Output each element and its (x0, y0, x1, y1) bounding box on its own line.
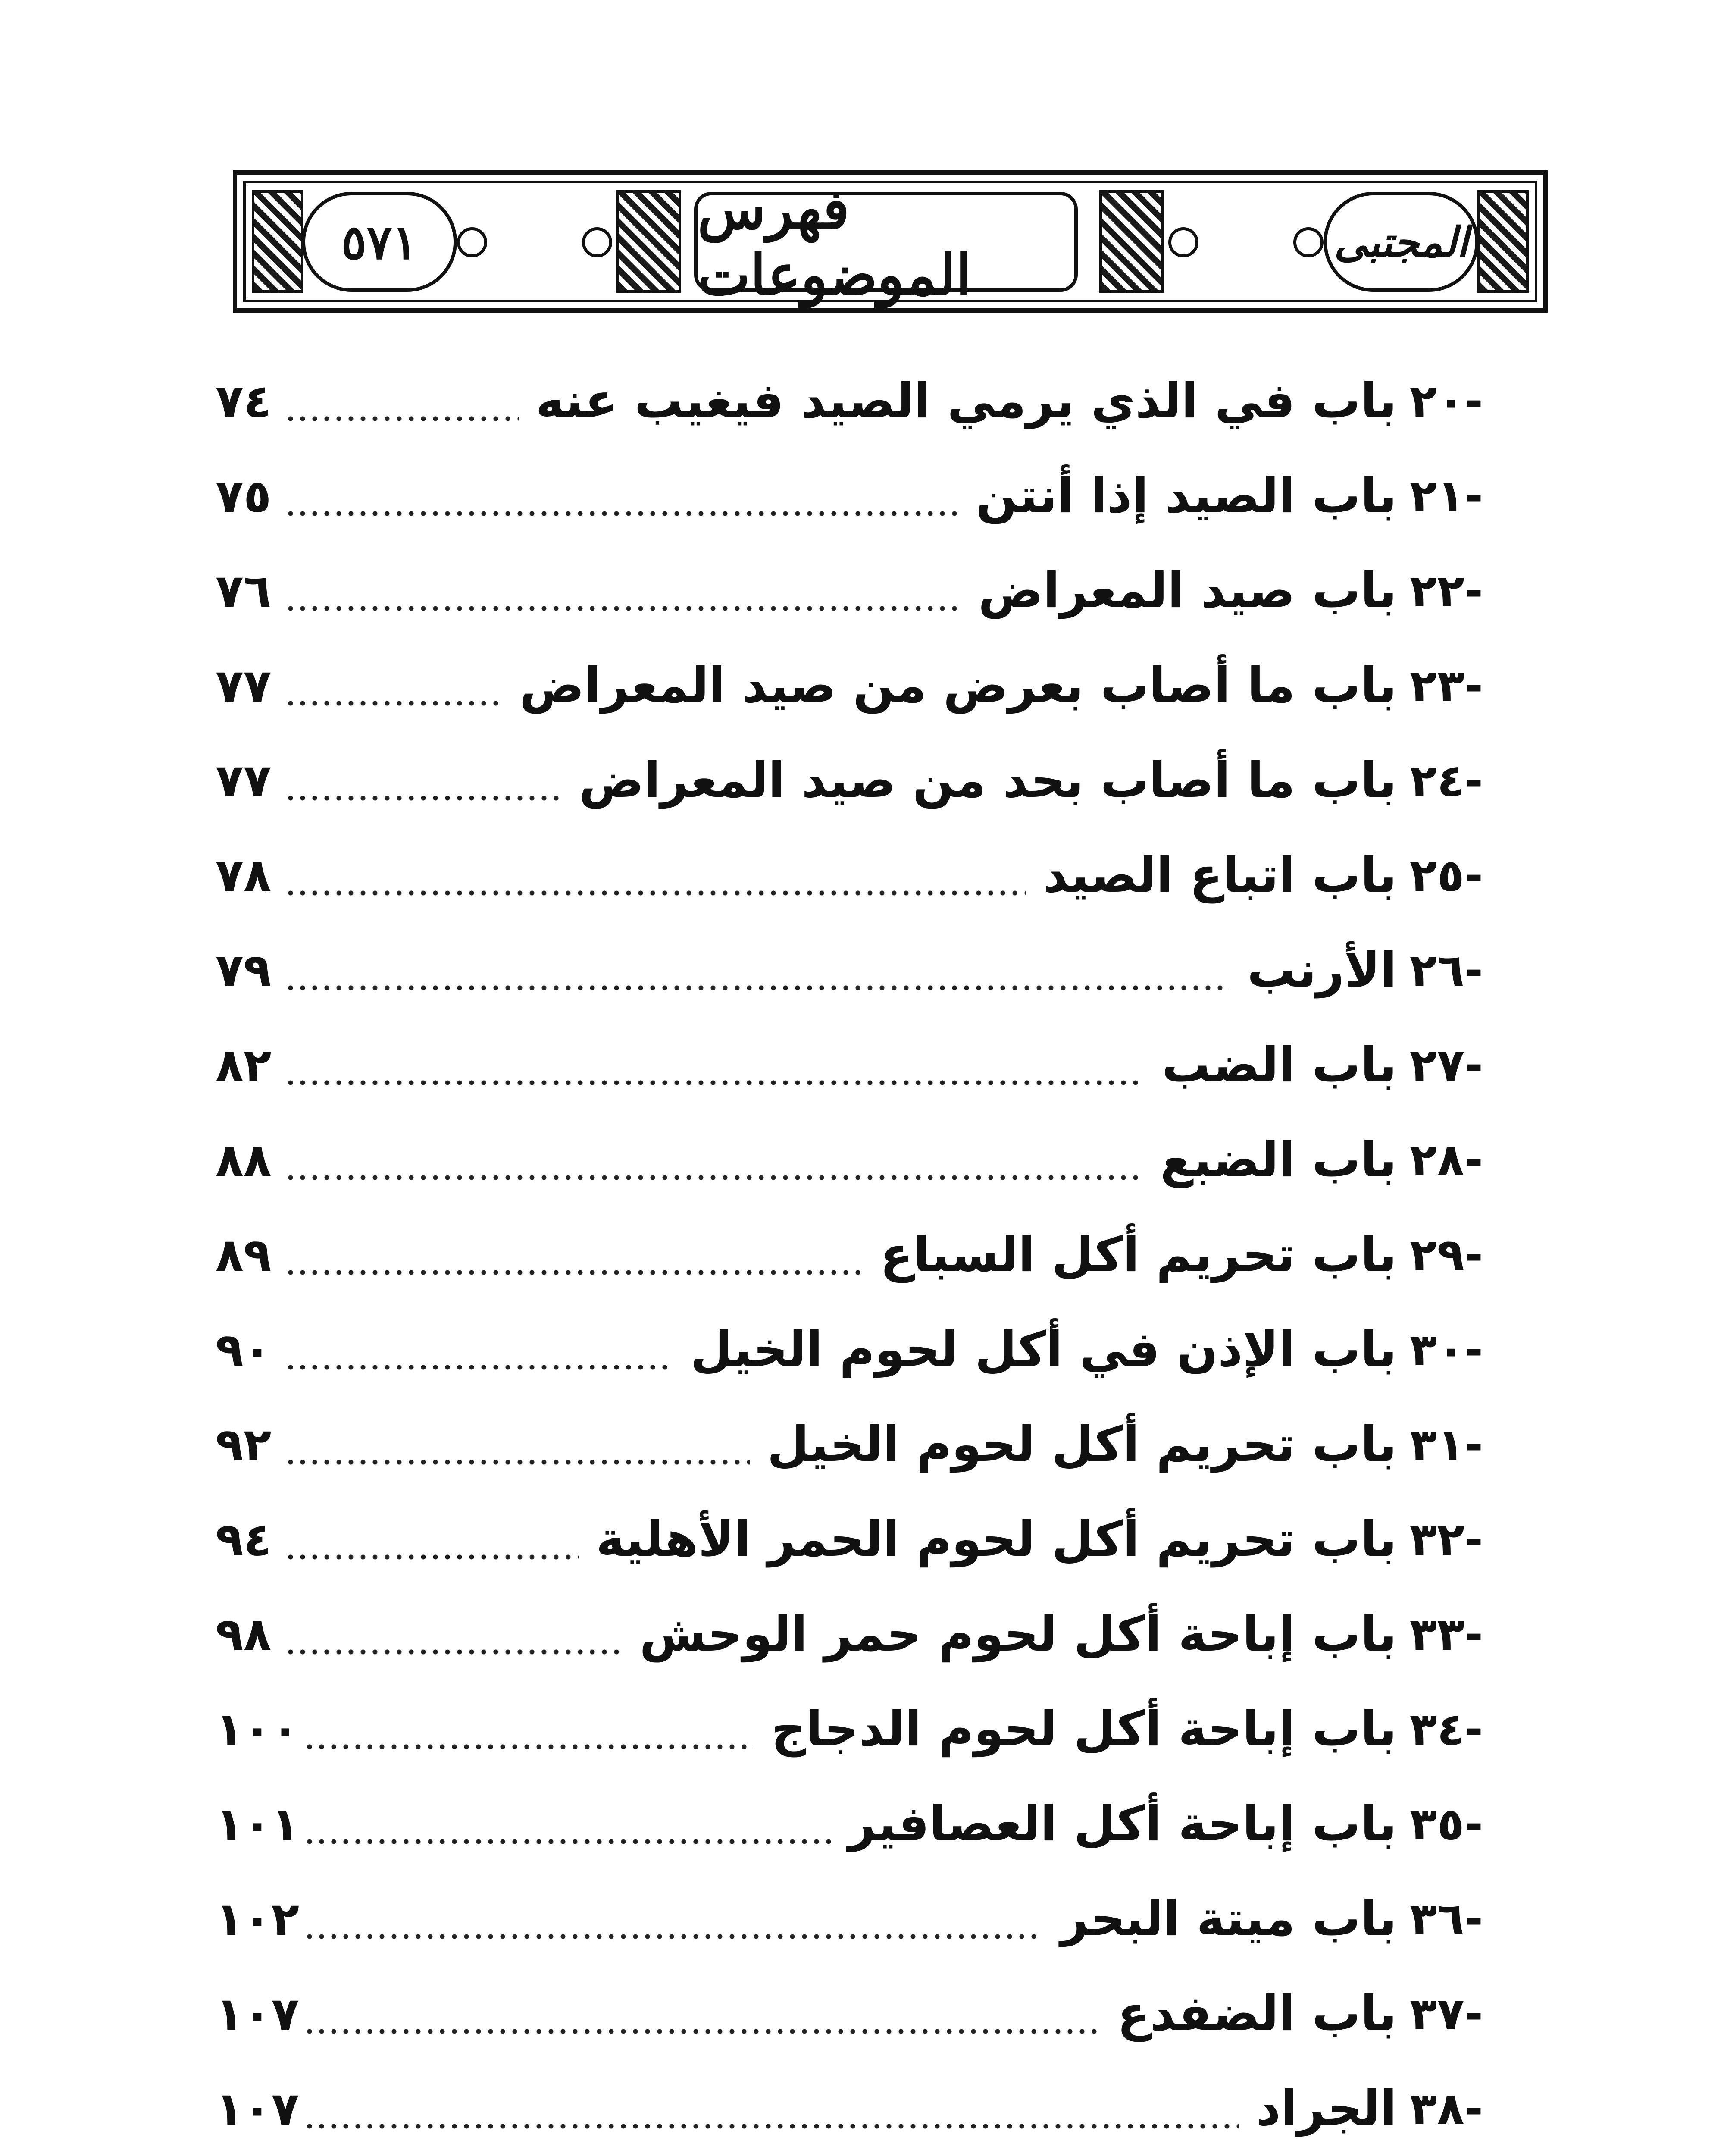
ornament-bead (1293, 227, 1324, 257)
entry-title: باب تحريم أكل السباع (880, 1227, 1397, 1283)
entry-number: ٢٦- (1409, 944, 1483, 997)
entry-title: باب اتباع الصيد (1043, 847, 1397, 903)
entry-number: ٢٨- (1409, 1134, 1483, 1186)
toc-entry (216, 1966, 1483, 2061)
entry-page-number: ٨٨ (216, 1133, 272, 1187)
toc-entry (216, 1777, 1483, 1871)
entry-page-number: ٩٤ (216, 1513, 272, 1566)
ornament-bead (457, 227, 487, 257)
entry-number: ٢٠- (1409, 375, 1483, 427)
entry-number: ٣١- (1409, 1418, 1483, 1471)
toc-entry (216, 1207, 1483, 1302)
toc-entry (216, 733, 1483, 828)
entry-number: ٢١- (1409, 470, 1483, 522)
toc-entry (216, 923, 1483, 1018)
ornament-pattern (1477, 190, 1529, 293)
entry-number: ٣٥- (1409, 1798, 1483, 1850)
ornament-pattern (616, 190, 681, 293)
entry-title: باب الصيد إذا أنتن (976, 468, 1397, 524)
dot-leader (285, 795, 562, 801)
toc-entry (216, 1587, 1483, 1682)
entry-page-number: ١٠٢ (216, 1892, 300, 1946)
page-number-cartouche (302, 192, 457, 292)
dot-leader (285, 511, 959, 517)
entry-title: باب إباحة أكل لحوم حمر الوحش (639, 1606, 1397, 1662)
toc-entry (216, 1871, 1483, 1966)
entry-title: باب صيد المعراض (978, 563, 1397, 619)
entry-number: ٣٠- (1409, 1323, 1483, 1376)
title-cartouche (694, 176, 1078, 308)
entry-title: باب الضبع (1160, 1132, 1397, 1188)
toc-entry (216, 1492, 1483, 1587)
toc-entry (216, 1018, 1483, 1112)
entry-number: ٣٧- (1409, 1987, 1483, 2040)
ornament-bead (1168, 227, 1198, 257)
ornament-bead (582, 227, 612, 257)
entry-number: ٣٢- (1409, 1513, 1483, 1566)
toc-entry (216, 2061, 1483, 2156)
entry-title: باب الضفدع (1117, 1986, 1397, 2042)
toc-entry (216, 543, 1483, 638)
entry-title: باب ما أصاب بحد من صيد المعراض (579, 752, 1397, 808)
toc-entry (216, 828, 1483, 923)
entry-title: الجراد (1256, 2081, 1397, 2137)
entry-title: باب إباحة أكل لحوم الدجاج (771, 1701, 1397, 1757)
toc-entry (216, 1397, 1483, 1492)
entry-page-number: ٩٢ (216, 1418, 272, 1471)
entry-number: ٣٤- (1409, 1703, 1483, 1755)
entry-number: ٣٦- (1409, 1893, 1483, 1945)
entry-page-number: ٧٨ (216, 849, 272, 902)
entry-page-number: ٧٩ (216, 943, 272, 997)
toc-entry (216, 638, 1483, 733)
entry-number: ٢٧- (1409, 1039, 1483, 1091)
dot-leader (285, 1364, 673, 1370)
entry-title: باب ميتة البحر (1060, 1891, 1397, 1947)
page-header (233, 170, 1548, 313)
entry-title: باب تحريم أكل لحوم الحمر الأهلية (596, 1511, 1397, 1567)
dot-leader (285, 1649, 622, 1655)
dot-leader (303, 1934, 1043, 1940)
entry-page-number: ٨٢ (216, 1038, 272, 1092)
entry-page-number: ٩٠ (216, 1323, 272, 1376)
dot-leader (285, 700, 502, 706)
entry-number: ٢٢- (1409, 564, 1483, 617)
dot-leader (285, 1080, 1145, 1086)
dot-leader (285, 1554, 579, 1560)
dot-leader (285, 416, 519, 422)
entry-page-number: ٧٧ (216, 754, 272, 807)
toc-entry (216, 1112, 1483, 1207)
toc-list (216, 354, 1483, 2156)
page-title: فهرس الموضوعات (698, 176, 972, 308)
entry-page-number: ٩٨ (216, 1608, 272, 1661)
ornament-pattern (252, 190, 303, 293)
toc-entry (216, 1682, 1483, 1777)
dot-leader (303, 1839, 831, 1845)
entry-title: باب تحريم أكل لحوم الخيل (767, 1416, 1397, 1473)
entry-number: ٢٥- (1409, 849, 1483, 902)
entry-number: ٣٣- (1409, 1608, 1483, 1661)
entry-number: ٢٤- (1409, 754, 1483, 807)
entry-title: باب الضب (1161, 1037, 1397, 1093)
entry-page-number: ١٠٠ (216, 1702, 300, 1756)
entry-page-number: ٧٦ (216, 564, 272, 617)
entry-page-number: ١٠١ (216, 1797, 300, 1851)
entry-page-number: ١٠٧ (216, 2082, 300, 2135)
entry-title: باب في الذي يرمي الصيد فيغيب عنه (535, 373, 1397, 429)
toc-entry (216, 354, 1483, 448)
dot-leader (303, 1744, 754, 1750)
dot-leader (285, 1459, 750, 1465)
dot-leader (285, 605, 961, 611)
dot-leader (285, 1175, 1143, 1181)
entry-page-number: ٧٤ (216, 374, 272, 428)
dot-leader (285, 985, 1230, 991)
entry-page-number: ١٠٧ (216, 1987, 300, 2040)
book-name-cartouche (1324, 192, 1479, 292)
entry-page-number: ٧٥ (216, 469, 272, 523)
dot-leader (285, 1269, 863, 1275)
entry-number: ٢٣- (1409, 659, 1483, 712)
book-name: المجتبى (1334, 217, 1468, 266)
ornament-pattern (1099, 190, 1164, 293)
toc-entry (216, 448, 1483, 543)
entry-title: باب ما أصاب بعرض من صيد المعراض (519, 658, 1397, 714)
entry-title: الأرنب (1247, 942, 1397, 998)
entry-page-number: ٧٧ (216, 659, 272, 712)
toc-entry (216, 1302, 1483, 1397)
entry-page-number: ٨٩ (216, 1228, 272, 1282)
dot-leader (285, 890, 1026, 896)
entry-number: ٣٨- (1409, 2082, 1483, 2135)
page-number: ٥٧١ (341, 214, 418, 270)
dot-leader (303, 2123, 1239, 2129)
entry-title: باب إباحة أكل العصافير (848, 1796, 1397, 1852)
dot-leader (303, 2028, 1100, 2034)
entry-number: ٢٩- (1409, 1228, 1483, 1281)
entry-title: باب الإذن في أكل لحوم الخيل (690, 1322, 1397, 1378)
